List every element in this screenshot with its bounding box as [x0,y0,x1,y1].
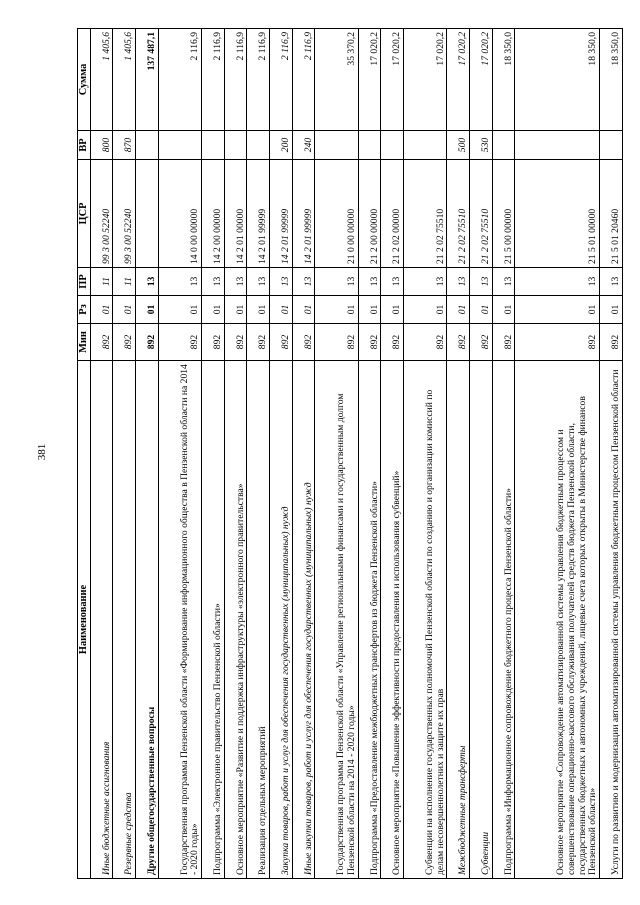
table-row [600,29,623,879]
cell-pr: 13 [470,268,493,296]
table-row [113,29,136,879]
cell-vr [315,131,358,160]
cell-pr: 13 [292,268,315,296]
cell-sum: 1 405,6 [90,29,113,131]
cell-pr: 13 [381,268,404,296]
cell-csr [135,160,158,268]
table-row [202,29,225,879]
cell-min: 892 [600,324,623,361]
cell-rz: 01 [224,296,247,324]
cell-name: Межбюджетные трансферты [447,361,470,879]
cell-min: 892 [269,324,292,361]
cell-csr: 21 5 01 20460 [600,160,623,268]
header-csr: ЦСР [78,160,91,268]
cell-name: Закупка товаров, работ и услуг для обеспечения государственных (муниципальных) нужд [269,361,292,879]
cell-csr: 14 2 01 99999 [247,160,270,268]
cell-name: Подпрограмма «Информационное сопровождение бюджетного процесса Пензенской области» [492,361,515,879]
cell-rz: 01 [381,296,404,324]
cell-csr: 21 5 01 00000 [515,160,600,268]
cell-name: Иные закупки товаров, работ и услуг для обеспечения государственных (муниципальных) нужд [292,361,315,879]
cell-sum: 35 370,2 [315,29,358,131]
header-pr: ПР [78,268,91,296]
cell-sum: 17 020,2 [381,29,404,131]
cell-pr: 13 [315,268,358,296]
cell-name: Основное мероприятие «Повышение эффективности предоставления и использования субвенций» [381,361,404,879]
cell-name: Субвенции на исполнение государственных полномочий Пензенской области по созданию и организации комиссий по делам несовершеннолетних и защите их прав [403,361,446,879]
cell-sum: 18 350,0 [492,29,515,131]
cell-min: 892 [447,324,470,361]
cell-rz: 01 [292,296,315,324]
cell-vr: 240 [292,131,315,160]
cell-min: 892 [403,324,446,361]
header-vr: ВР [78,131,91,160]
cell-vr [403,131,446,160]
cell-csr: 14 2 00 00000 [202,160,225,268]
cell-rz: 01 [492,296,515,324]
table-row [515,29,600,879]
cell-name: Другие общегосударственные вопросы [135,361,158,879]
cell-csr: 14 0 00 00000 [158,160,201,268]
cell-rz: 01 [247,296,270,324]
budget-table [77,28,623,879]
cell-min: 892 [292,324,315,361]
cell-pr: 13 [447,268,470,296]
cell-csr: 14 2 01 99999 [269,160,292,268]
table-row [358,29,381,879]
cell-min: 892 [492,324,515,361]
cell-name: Иные бюджетные ассигнования [90,361,113,879]
cell-sum: 2 116,9 [247,29,270,131]
cell-vr [358,131,381,160]
cell-min: 892 [315,324,358,361]
cell-sum: 1 405,6 [113,29,136,131]
table-row [403,29,446,879]
cell-sum: 17 020,2 [447,29,470,131]
cell-sum: 18 350,0 [515,29,600,131]
cell-vr: 530 [470,131,493,160]
cell-name: Резервные средства [113,361,136,879]
table-row [292,29,315,879]
cell-min: 892 [224,324,247,361]
header-min: Мин [78,324,91,361]
table-body [90,29,622,879]
cell-min: 892 [158,324,201,361]
cell-rz: 01 [158,296,201,324]
cell-sum: 2 116,9 [202,29,225,131]
cell-min: 892 [515,324,600,361]
cell-name: Государственная программа Пензенской области «Управление региональными финансами и государственным долгом Пензенской области на 2014 - 2020 годы» [315,361,358,879]
table-row [158,29,201,879]
cell-sum: 17 020,2 [470,29,493,131]
cell-csr: 99 3 00 52240 [113,160,136,268]
cell-rz: 01 [600,296,623,324]
cell-pr: 13 [403,268,446,296]
cell-csr: 21 5 00 00000 [492,160,515,268]
cell-pr: 13 [600,268,623,296]
cell-vr [492,131,515,160]
cell-sum: 17 020,2 [358,29,381,131]
cell-rz: 01 [135,296,158,324]
cell-csr: 99 3 00 52240 [90,160,113,268]
table-row [247,29,270,879]
cell-vr: 800 [90,131,113,160]
cell-csr: 21 2 02 75510 [403,160,446,268]
cell-pr: 13 [358,268,381,296]
table-row [447,29,470,879]
cell-vr: 500 [447,131,470,160]
table-row [492,29,515,879]
cell-vr [202,131,225,160]
table-row [224,29,247,879]
cell-name: Основное мероприятие «Сопровождение автоматизированной системы управления бюджетным процессом и совершенствование операционно-кассового обслуживания получателей средств бюджета Пензенской области, государственных бюджетных и автономных учреждений, лицевые счета которых открыты в Министерстве финансов Пензенской области» [515,361,600,879]
cell-min: 892 [113,324,136,361]
header-sum: Сумма [78,29,91,131]
cell-pr: 11 [90,268,113,296]
cell-min: 892 [247,324,270,361]
table-row [315,29,358,879]
cell-sum: 137 487,1 [135,29,158,131]
table-row [470,29,493,879]
page-number: 381 [36,443,48,461]
cell-sum: 18 350,0 [600,29,623,131]
table-header-row [78,29,91,879]
cell-rz: 01 [403,296,446,324]
cell-pr: 13 [492,268,515,296]
cell-csr: 21 2 02 00000 [381,160,404,268]
cell-min: 892 [470,324,493,361]
cell-rz: 01 [315,296,358,324]
cell-rz: 01 [358,296,381,324]
cell-pr: 13 [202,268,225,296]
cell-min: 892 [90,324,113,361]
cell-rz: 01 [90,296,113,324]
cell-pr: 13 [135,268,158,296]
cell-rz: 01 [515,296,600,324]
cell-csr: 21 2 02 75510 [470,160,493,268]
table-row [90,29,113,879]
cell-vr [381,131,404,160]
cell-vr [247,131,270,160]
cell-sum: 2 116,9 [292,29,315,131]
cell-sum: 2 116,9 [269,29,292,131]
table-row [269,29,292,879]
cell-sum: 2 116,9 [158,29,201,131]
cell-name: Подпрограмма «Электронное правительство Пензенской области» [202,361,225,879]
cell-name: Основное мероприятие «Развитие и поддержка инфраструктуры «электронного правительства» [224,361,247,879]
cell-pr: 11 [113,268,136,296]
cell-rz: 01 [202,296,225,324]
cell-vr [515,131,600,160]
cell-vr: 200 [269,131,292,160]
cell-name: Государственная программа Пензенской области «Формирование информационного общества в Пензенской области на 2014 - 2020 годы» [158,361,201,879]
header-rz: Рз [78,296,91,324]
cell-csr: 14 2 01 99999 [292,160,315,268]
cell-csr: 21 0 00 00000 [315,160,358,268]
cell-min: 892 [381,324,404,361]
cell-vr [224,131,247,160]
cell-vr [135,131,158,160]
table-row [135,29,158,879]
rotated-page-content [77,29,623,879]
cell-min: 892 [358,324,381,361]
cell-pr: 13 [269,268,292,296]
cell-rz: 01 [269,296,292,324]
cell-pr: 13 [515,268,600,296]
cell-csr: 21 2 00 00000 [358,160,381,268]
cell-pr: 13 [158,268,201,296]
cell-sum: 2 116,9 [224,29,247,131]
cell-name: Субвенции [470,361,493,879]
cell-rz: 01 [470,296,493,324]
cell-rz: 01 [447,296,470,324]
cell-vr [600,131,623,160]
cell-pr: 13 [224,268,247,296]
cell-vr: 870 [113,131,136,160]
cell-pr: 13 [247,268,270,296]
cell-sum: 17 020,2 [403,29,446,131]
cell-name: Реализация отдельных мероприятий [247,361,270,879]
table-row [381,29,404,879]
cell-name: Подпрограмма «Предоставление межбюджетных трансфертов из бюджета Пензенской области» [358,361,381,879]
cell-csr: 21 2 02 75510 [447,160,470,268]
cell-name: Услуги по развитию и модернизации автоматизированной системы управления бюджетным процессом Пензенской области [600,361,623,879]
cell-vr [158,131,201,160]
cell-rz: 01 [113,296,136,324]
cell-csr: 14 2 01 00000 [224,160,247,268]
cell-min: 892 [135,324,158,361]
header-name: Наименование [78,361,91,879]
cell-min: 892 [202,324,225,361]
